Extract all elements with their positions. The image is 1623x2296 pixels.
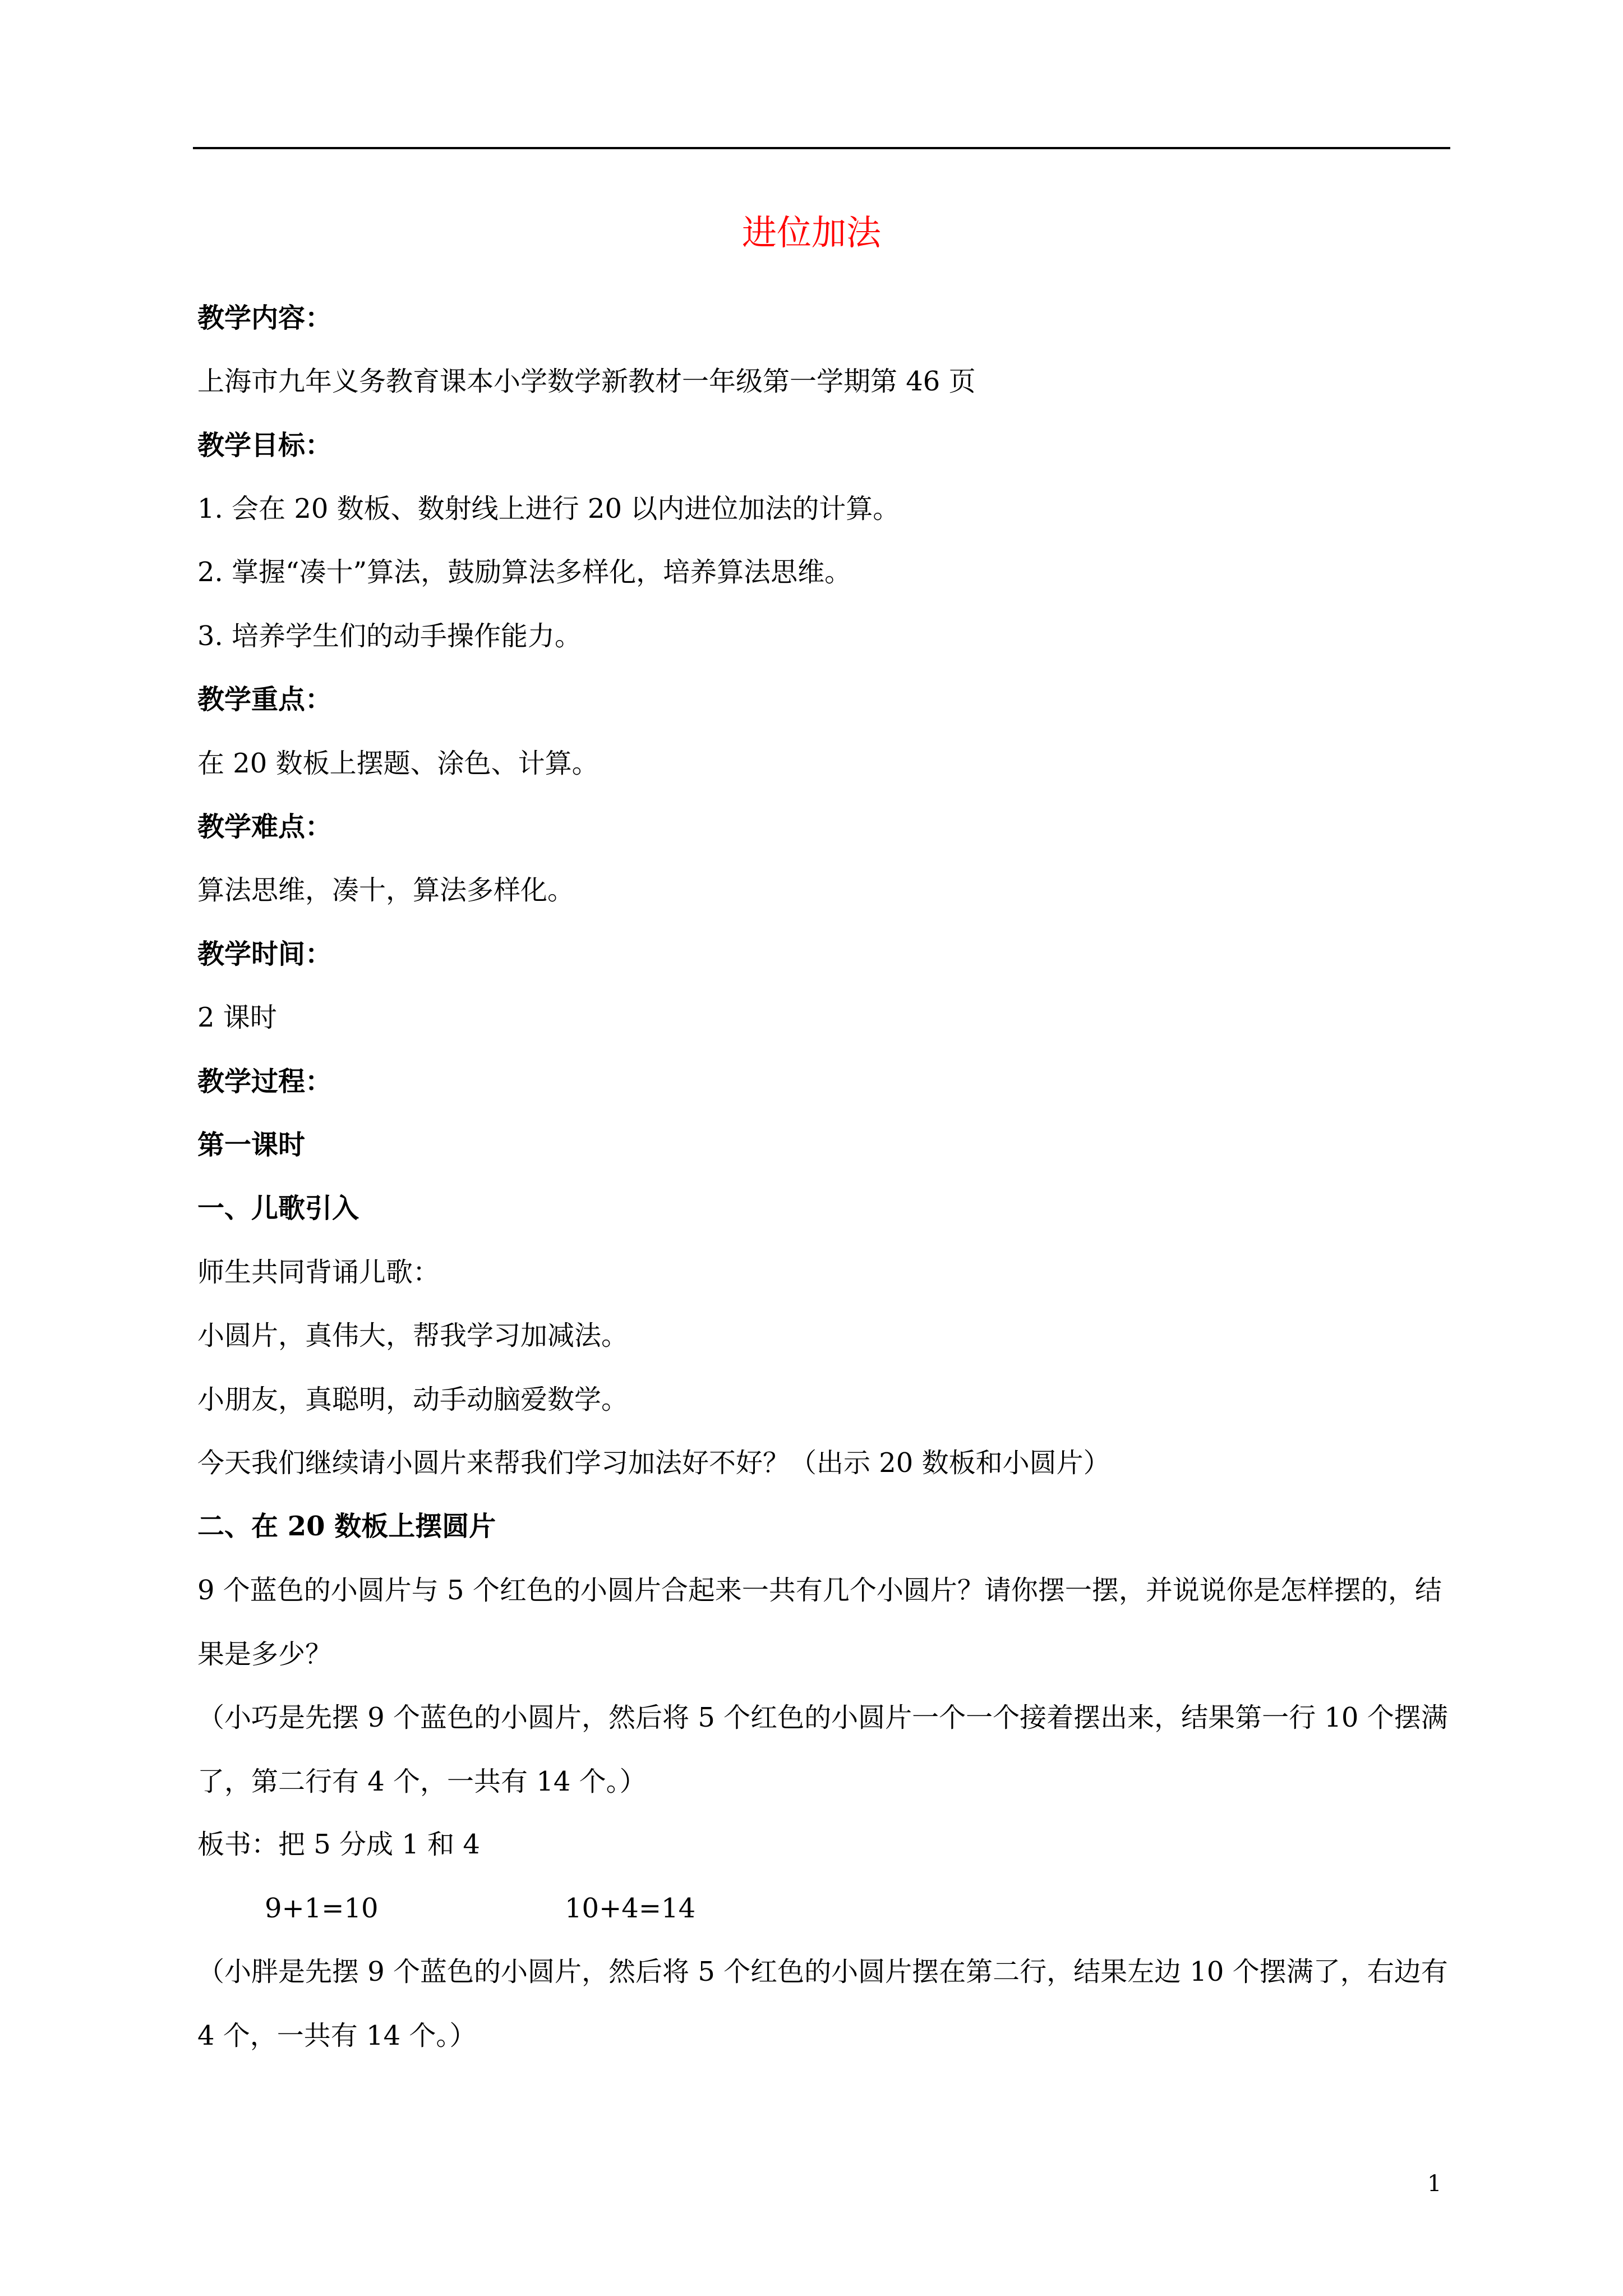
page-number: 1 (1427, 2171, 1442, 2197)
time-heading: 教学时间： (197, 938, 333, 970)
goal-item: 2. 掌握“凑十”算法，鼓励算法多样化，培养算法思维。 (197, 556, 852, 588)
document-title: 进位加法 (741, 212, 881, 253)
key-points-text: 在 20 数板上摆题、涂色、计算。 (197, 748, 599, 779)
board-text: 板书：把 5 分成 1 和 4 (197, 1829, 480, 1860)
process-heading: 教学过程： (197, 1066, 333, 1097)
song-line: 师生共同背诵儿歌： (197, 1257, 440, 1288)
key-points-heading: 教学重点： (197, 684, 333, 715)
formula-left: 9+1=10 (265, 1893, 379, 1924)
formula-right: 10+4=14 (565, 1893, 696, 1924)
song-line: 小圆片，真伟大，帮我学习加减法。 (197, 1320, 629, 1351)
lesson-one-heading: 第一课时 (197, 1129, 306, 1161)
question-paragraph: 9 个蓝色的小圆片与 5 个红色的小圆片合起来一共有几个小圆片？请你摆一摆，并说说你是怎样摆的，结果是多少？ (197, 1575, 1442, 1670)
difficulties-heading: 教学难点： (197, 811, 333, 843)
difficulties-text: 算法思维，凑十，算法多样化。 (197, 875, 575, 906)
song-line: 小朋友，真聪明，动手动脑爱数学。 (197, 1384, 629, 1415)
xiaoqiao-paragraph: （小巧是先摆 9 个蓝色的小圆片，然后将 5 个红色的小圆片一个一个接着摆出来，结果第一行 10 个摆满了，第二行有 4 个，一共有 14 个。） (197, 1702, 1448, 1797)
goals-heading: 教学目标： (197, 430, 333, 461)
section-one-heading: 一、儿歌引入 (197, 1193, 359, 1224)
goal-item: 1. 会在 20 数板、数射线上进行 20 以内进位加法的计算。 (197, 493, 900, 524)
xiaopang-paragraph: （小胖是先摆 9 个蓝色的小圆片，然后将 5 个红色的小圆片摆在第二行，结果左边 10 个摆满了，右边有 4 个，一共有 14 个。） (197, 1956, 1448, 2051)
time-text: 2 课时 (197, 1002, 277, 1033)
section-two-heading: 二、在 20 数板上摆圆片 (197, 1511, 496, 1542)
goal-item: 3. 培养学生们的动手操作能力。 (197, 620, 582, 652)
song-line: 今天我们继续请小圆片来帮我们学习加法好不好？（出示 20 数板和小圆片） (197, 1447, 1110, 1479)
header-rule (193, 147, 1450, 149)
content-text: 上海市九年义务教育课本小学数学新教材一年级第一学期第 46 页 (197, 366, 976, 397)
content-heading: 教学内容： (197, 302, 333, 334)
